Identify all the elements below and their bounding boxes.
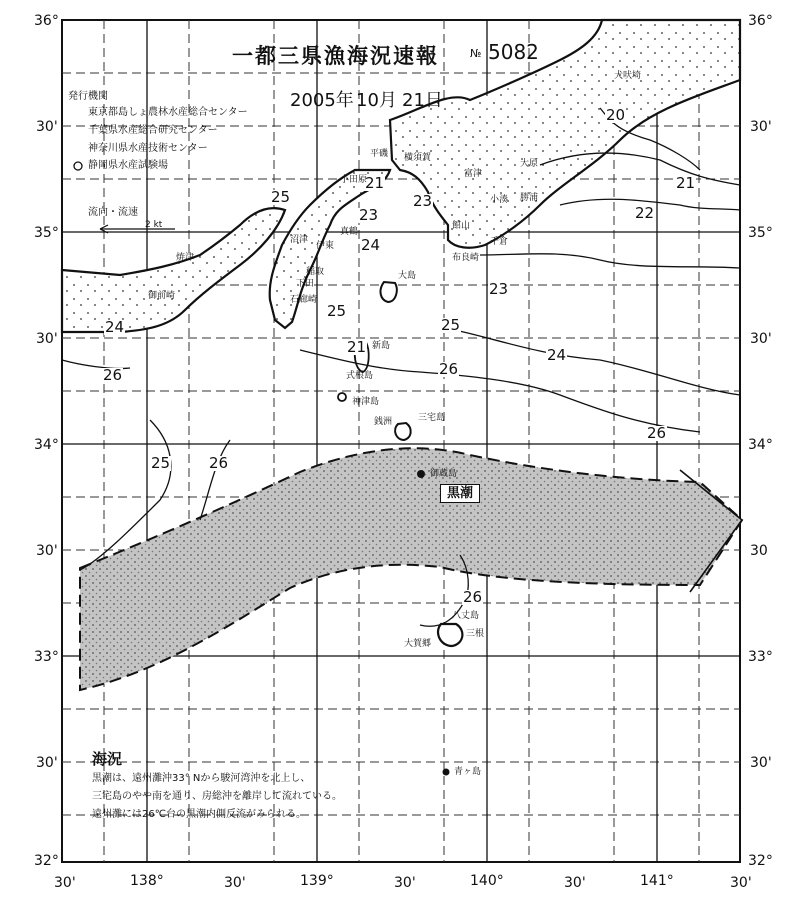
place-label: 横須賀: [404, 153, 432, 163]
isotherm-label: 26: [209, 454, 229, 472]
lat-label-left: 30': [36, 119, 58, 135]
isotherm-label: 24: [105, 318, 125, 336]
lat-label-right: 30': [750, 331, 772, 347]
island-miyakejima: [395, 423, 411, 440]
shizuoka-marker: [74, 162, 82, 170]
isotherm-label: 25: [441, 316, 461, 334]
lat-label-left: 36°: [34, 13, 59, 29]
place-label: 神津島: [352, 397, 380, 407]
place-label: 御蔵島: [430, 469, 458, 479]
publisher-item: 神奈川県水産技術センター: [88, 143, 208, 154]
isotherm-label: 26: [647, 424, 667, 442]
isotherm-label: 21: [676, 174, 696, 192]
place-label: 富津: [464, 169, 483, 179]
lat-label-right: 30: [750, 543, 768, 559]
publishers-heading: 発行機関: [68, 91, 108, 102]
lon-label: 30': [224, 875, 246, 891]
lon-label: 140°: [470, 873, 504, 889]
lon-label: 30': [730, 875, 752, 891]
lon-label: 139°: [300, 873, 334, 889]
island-aogashima: [443, 769, 450, 776]
lat-label-left: 30': [36, 755, 58, 771]
lon-label: 138°: [130, 873, 164, 889]
current-legend-label: 流向・流速: [88, 207, 138, 218]
place-label: 御前崎: [148, 291, 176, 301]
isotherm-label: 24: [547, 346, 567, 364]
publisher-item: 東京都島しょ農林水産総合センター: [88, 107, 248, 118]
place-label: 平磯: [370, 149, 389, 159]
place-label: 真鶴: [340, 227, 359, 237]
lat-label-right: 34°: [748, 437, 773, 453]
island-oshima: [381, 282, 397, 302]
lon-label: 30': [394, 875, 416, 891]
lat-label-right: 33°: [748, 649, 773, 665]
notes-line: 遠州灘には26℃台の黒潮内側反流がみられる。: [92, 809, 306, 820]
place-label: 式根島: [346, 371, 374, 381]
land-suruga: [62, 208, 285, 332]
notes-title: 海況: [92, 750, 123, 768]
isotherm-label: 23: [413, 192, 433, 210]
isotherm-label: 26: [463, 588, 483, 606]
notes-line: 三宅島のやや南を通り、房総沖を離岸して流れている。: [92, 791, 342, 802]
place-label: 館山: [452, 221, 471, 231]
date-year: 2005年: [290, 90, 354, 111]
current-legend-scale: 2 kt: [145, 220, 163, 230]
lat-label-left: 30': [36, 543, 58, 559]
lat-label-left: 34°: [34, 437, 59, 453]
lat-label-left: 32°: [34, 853, 59, 869]
lat-label-right: 35°: [748, 225, 773, 241]
place-label: 千倉: [490, 237, 509, 247]
lat-label-right: 36°: [748, 13, 773, 29]
publisher-item: 静岡県水産試験場: [88, 160, 168, 171]
lon-label: 30': [54, 875, 76, 891]
date-month: 10月: [356, 90, 397, 111]
isotherm-label: 23: [359, 206, 379, 224]
isotherm-label: 26: [103, 366, 123, 384]
kuroshio-name: 黒潮: [440, 484, 480, 503]
lat-label-right: 30': [750, 755, 772, 771]
place-label: 布良崎: [452, 253, 480, 263]
lat-label-left: 30': [36, 331, 58, 347]
place-label: 青ヶ島: [454, 767, 482, 777]
place-label: 八丈島: [452, 611, 480, 621]
page-title: 一都三県漁海況速報: [232, 44, 439, 68]
isotherm-label: 24: [361, 236, 381, 254]
isotherm-label: 21: [347, 338, 367, 356]
lat-label-right: 30': [750, 119, 772, 135]
lon-label: 141°: [640, 873, 674, 889]
bulletin-number: 5082: [488, 40, 539, 64]
place-label: 大賀郷: [404, 639, 432, 649]
land-kanto: [390, 20, 740, 248]
kuroshio-band: [80, 448, 742, 690]
island-mikurajima: [417, 470, 425, 478]
place-label: 銭洲: [374, 417, 393, 427]
island-kozushima: [338, 393, 346, 401]
date-day: 21日: [402, 90, 443, 111]
publisher-item: 千葉県水産総合研究センター: [88, 125, 218, 136]
place-label: 三根: [466, 629, 485, 639]
isotherm-label: 25: [327, 302, 347, 320]
place-label: 下田: [296, 279, 315, 289]
place-label: 新島: [372, 341, 391, 351]
island-hachijojima: [438, 624, 462, 646]
place-label: 大島: [398, 271, 417, 281]
isotherm-label: 23: [489, 280, 509, 298]
isotherm-label: 25: [271, 188, 291, 206]
lat-label-left: 33°: [34, 649, 59, 665]
isotherm-label: 26: [439, 360, 459, 378]
lat-label-left: 35°: [34, 225, 59, 241]
place-label: 沼津: [290, 235, 309, 245]
notes-line: 黒潮は、遠州灘沖33° Nから駿河湾沖を北上し、: [92, 773, 311, 784]
isotherm-label: 21: [365, 174, 385, 192]
lon-label: 30': [564, 875, 586, 891]
place-label: 稲取: [306, 267, 325, 277]
bulletin-number-prefix: №: [470, 47, 482, 60]
place-label: 小田原: [340, 175, 368, 185]
isotherm-label: 22: [635, 204, 655, 222]
place-label: 石廊崎: [290, 295, 318, 305]
place-label: 大原: [520, 159, 539, 169]
place-label: 小湊: [490, 195, 509, 205]
place-label: 三宅島: [418, 413, 446, 423]
place-label: 勝浦: [520, 193, 539, 203]
place-label: 伊東: [316, 241, 335, 251]
place-label: 焼津: [176, 253, 195, 263]
isotherm-label: 20: [606, 106, 626, 124]
isotherm-label: 25: [151, 454, 171, 472]
place-label: 犬吠埼: [614, 71, 642, 81]
lat-label-right: 32°: [748, 853, 773, 869]
